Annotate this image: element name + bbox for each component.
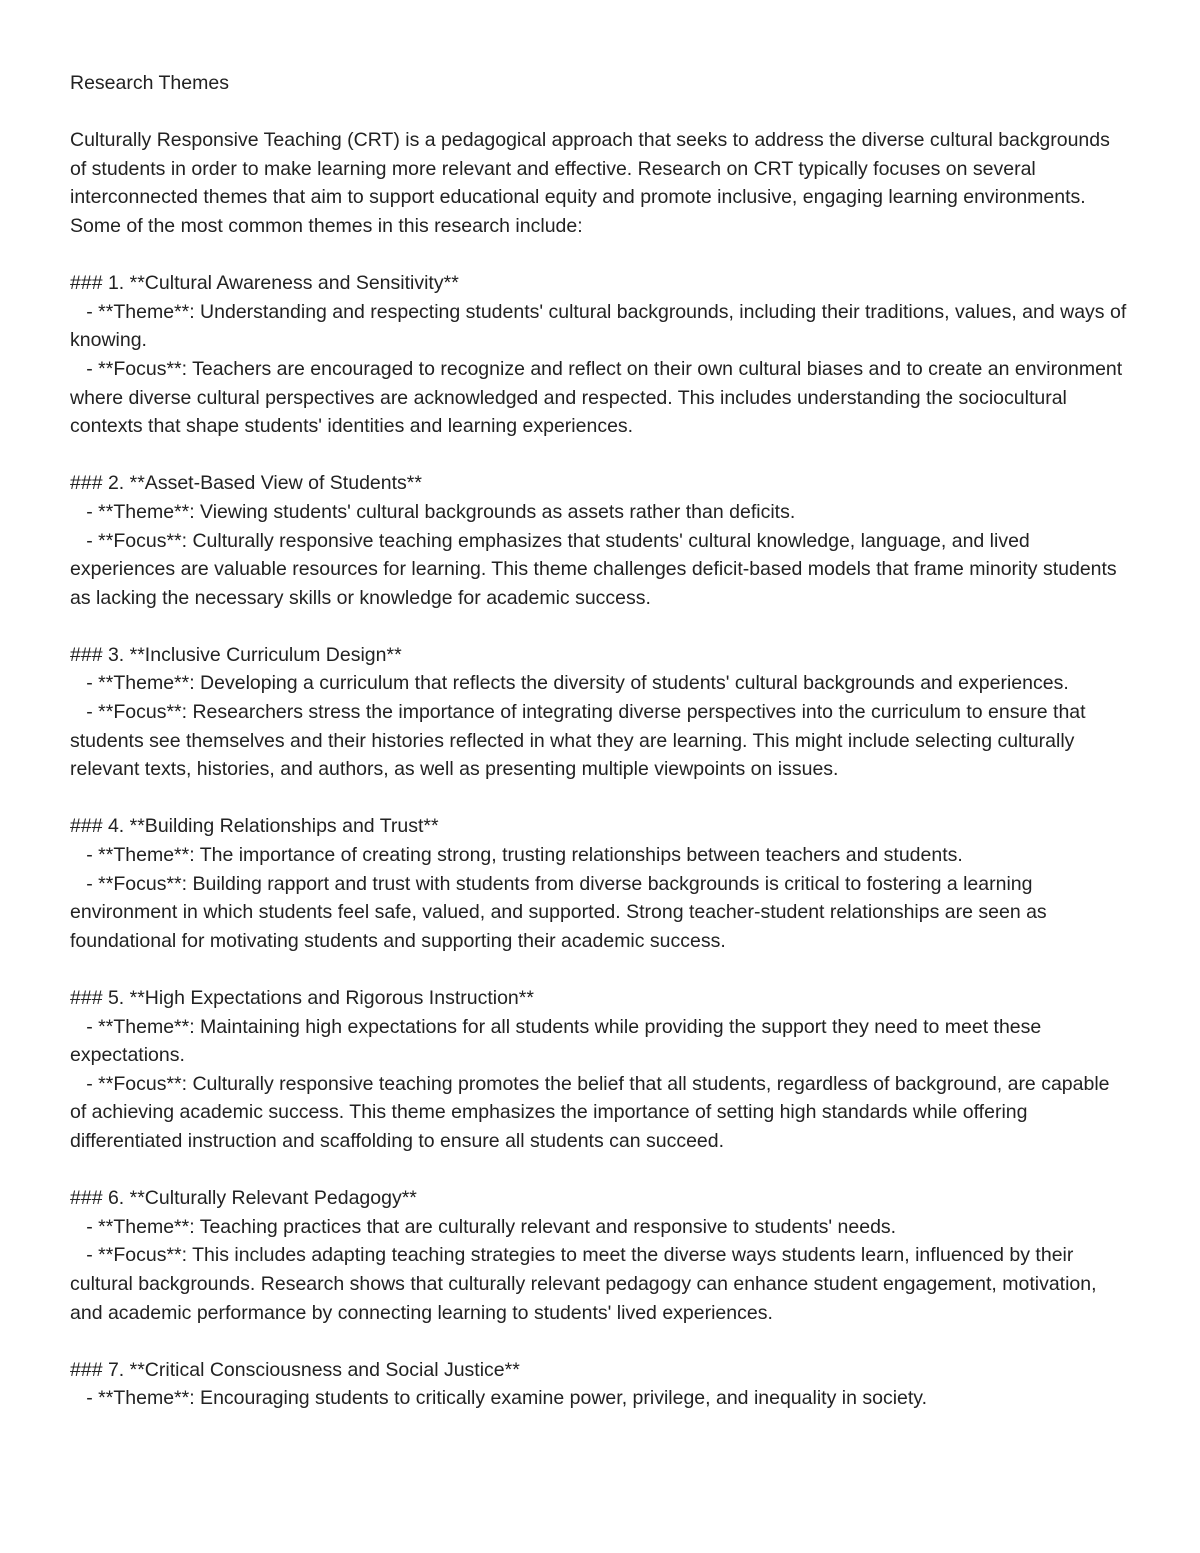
section-6: [70, 1184, 1130, 1327]
spacer: [70, 955, 1130, 984]
spacer: [70, 1327, 1130, 1356]
spacer: [70, 612, 1130, 641]
theme-bullet: - **Theme**: Encouraging students to critically examine power, privilege, and inequality in society.: [70, 1387, 928, 1410]
section-4: [70, 812, 1130, 955]
theme-bullet: - **Theme**: Understanding and respecting students' cultural backgrounds, including their traditions, values, and ways of knowing.: [70, 300, 1132, 352]
section-heading: ### 1. **Cultural Awareness and Sensitivity**: [70, 272, 459, 295]
spacer: [70, 784, 1130, 813]
section-heading: ### 6. **Culturally Relevant Pedagogy**: [70, 1187, 417, 1210]
focus-bullet: - **Focus**: This includes adapting teaching strategies to meet the diverse ways students learn, influenced by their cultural backgrounds. Research shows that culturally relevant pedagogy can enhance student engagement, motivation, and academic performance by connecting learning to students' lived experiences.: [70, 1244, 1102, 1324]
section-heading: ### 5. **High Expectations and Rigorous Instruction**: [70, 987, 534, 1009]
spacer: [70, 241, 1130, 270]
spacer: [70, 441, 1130, 470]
focus-bullet: - **Focus**: Researchers stress the importance of integrating diverse perspectives into the curriculum to ensure that students see themselves and their histories reflected in what they are learning. This might include selecting culturally relevant texts, histories, and authors, as well as presenting multiple viewpoints on issues.: [70, 701, 1091, 781]
document-page: [70, 69, 1130, 1413]
intro-paragraph: Culturally Responsive Teaching (CRT) is a pedagogical approach that seeks to address the diverse cultural backgrounds of students in order to make learning more relevant and effective. Research on CRT typically focuses on several interconnected themes that aim to support educational equity and promote inclusive, engaging learning environments. Some of the most common themes in this research include:: [70, 129, 1116, 237]
section-5: [70, 984, 1130, 1156]
section-3: [70, 641, 1130, 784]
section-2: [70, 469, 1130, 612]
section-7: [70, 1356, 1130, 1413]
theme-bullet: - **Theme**: The importance of creating strong, trusting relationships between teachers and students.: [70, 844, 963, 867]
theme-bullet: - **Theme**: Viewing students' cultural backgrounds as assets rather than deficits.: [70, 500, 796, 523]
spacer: [70, 98, 1130, 127]
focus-bullet: - **Focus**: Culturally responsive teaching promotes the belief that all students, regardless of background, are capable of achieving academic success. This theme emphasizes the importance of setting high standards while offering differentiated instruction and scaffolding to ensure all students can succeed.: [70, 1072, 1115, 1152]
focus-bullet: - **Focus**: Building rapport and trust with students from diverse backgrounds is critical to fostering a learning environment in which students feel safe, valued, and supported. Strong teacher-student relationships are seen as foundational for motivating students and supporting their academic success.: [70, 872, 1053, 952]
theme-bullet: - **Theme**: Developing a curriculum that reflects the diversity of students' cultural backgrounds and experiences.: [70, 672, 1069, 695]
section-heading: ### 2. **Asset-Based View of Students**: [70, 472, 422, 495]
focus-bullet: - **Focus**: Teachers are encouraged to recognize and reflect on their own cultural biases and to create an environment where diverse cultural perspectives are acknowledged and respected. This includes understanding the sociocultural contexts that shape students' identities and learning experiences.: [70, 357, 1128, 438]
section-heading: ### 4. **Building Relationships and Trust**: [70, 815, 439, 838]
theme-bullet: - **Theme**: Teaching practices that are culturally relevant and responsive to students' needs.: [70, 1215, 897, 1238]
section-heading: ### 7. **Critical Consciousness and Social Justice**: [70, 1358, 520, 1381]
focus-bullet: - **Focus**: Culturally responsive teaching emphasizes that students' cultural knowledge, language, and lived experiences are valuable resources for learning. This theme challenges deficit-based models that frame minority students as lacking the necessary skills or knowledge for academic success.: [70, 529, 1123, 609]
section-heading: ### 3. **Inclusive Curriculum Design**: [70, 643, 402, 666]
document-title: Research Themes: [70, 72, 229, 94]
section-1: [70, 269, 1130, 441]
spacer: [70, 1156, 1130, 1185]
theme-bullet: - **Theme**: Maintaining high expectations for all students while providing the support they need to meet these expectations.: [70, 1015, 1047, 1067]
